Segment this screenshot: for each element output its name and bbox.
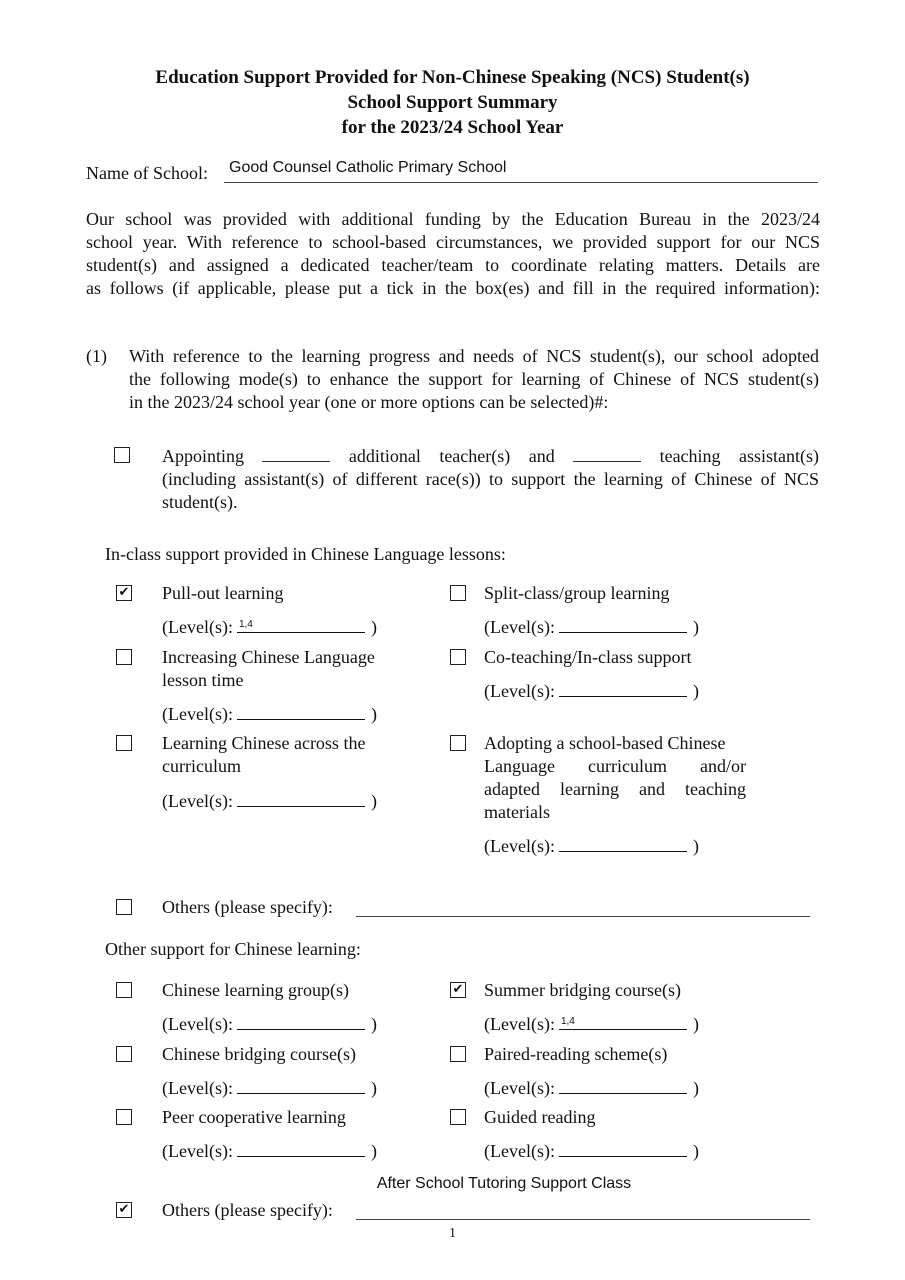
- across-curriculum-checkbox[interactable]: [116, 735, 132, 751]
- appointing-word: teacher(s): [439, 446, 511, 466]
- lesson-time-level: [162, 701, 377, 726]
- additional-teachers-blank[interactable]: [262, 445, 330, 462]
- across-curriculum-label-1: Learning Chinese across the: [162, 733, 366, 753]
- coteaching-level: [484, 678, 699, 703]
- level-field[interactable]: [559, 1011, 687, 1030]
- title-line-1: Education Support Provided for Non-Chinese Speaking (NCS) Student(s): [155, 67, 750, 88]
- level-suffix: ): [692, 1014, 699, 1034]
- level-value: 1,4: [238, 619, 253, 630]
- level-prefix: (Level(s):: [484, 617, 555, 637]
- school-name-underline: [224, 182, 818, 183]
- level-field[interactable]: [237, 1011, 365, 1030]
- level-prefix: (Level(s):: [162, 617, 233, 637]
- appointing-checkbox[interactable]: [114, 447, 130, 463]
- level-suffix: ): [370, 1014, 377, 1034]
- appointing-line-3: student(s).: [162, 492, 238, 512]
- across-curriculum-label-2: curriculum: [162, 756, 241, 776]
- title-line-2: School Support Summary: [347, 92, 558, 113]
- level-prefix: (Level(s):: [484, 1078, 555, 1098]
- other-support-heading: Other support for Chinese learning:: [105, 939, 361, 959]
- level-prefix: (Level(s):: [484, 836, 555, 856]
- inclass-others-checkbox[interactable]: [116, 899, 132, 915]
- coteaching-label: Co-teaching/In-class support: [484, 647, 692, 667]
- paired-reading-level: [484, 1075, 699, 1100]
- chinese-bridging-checkbox[interactable]: [116, 1046, 132, 1062]
- level-suffix: ): [370, 791, 377, 811]
- other-support-others-underline: [356, 1219, 810, 1220]
- splitclass-level: [484, 614, 699, 639]
- other-support-others-label: Others (please specify):: [162, 1200, 333, 1220]
- level-field[interactable]: [559, 1075, 687, 1094]
- splitclass-checkbox[interactable]: [450, 585, 466, 601]
- school-curriculum-label-2: Language curriculum and/or: [484, 756, 746, 776]
- level-field[interactable]: [559, 678, 687, 697]
- pullout-label: Pull-out learning: [162, 583, 284, 603]
- level-prefix: (Level(s):: [162, 1141, 233, 1161]
- splitclass-label: Split-class/group learning: [484, 583, 670, 603]
- appointing-word: and: [528, 446, 555, 466]
- question-number: (1): [86, 346, 107, 366]
- learning-group-checkbox[interactable]: [116, 982, 132, 998]
- level-prefix: (Level(s):: [162, 1014, 233, 1034]
- inclass-others-label: Others (please specify):: [162, 897, 333, 917]
- level-prefix: (Level(s):: [484, 1014, 555, 1034]
- paired-reading-checkbox[interactable]: [450, 1046, 466, 1062]
- lesson-time-label-2: lesson time: [162, 670, 244, 690]
- school-curriculum-checkbox[interactable]: [450, 735, 466, 751]
- intro-line-3: student(s) and assigned a dedicated teacher/team to coordinate relating matters. Details are: [86, 255, 820, 275]
- other-support-others-value[interactable]: After School Tutoring Support Class: [376, 1175, 632, 1192]
- level-field[interactable]: [237, 1138, 365, 1157]
- learning-group-level: [162, 1011, 377, 1036]
- peer-cooperative-label: Peer cooperative learning: [162, 1107, 346, 1127]
- appointing-word: additional: [348, 446, 421, 466]
- coteaching-checkbox[interactable]: [450, 649, 466, 665]
- level-suffix: ): [370, 1078, 377, 1098]
- pullout-checkbox[interactable]: ✔: [116, 585, 132, 601]
- guided-reading-level: [484, 1138, 699, 1163]
- level-prefix: (Level(s):: [484, 1141, 555, 1161]
- level-suffix: ): [370, 617, 377, 637]
- paired-reading-label: Paired-reading scheme(s): [484, 1044, 668, 1064]
- pullout-level: [162, 614, 377, 639]
- chinese-bridging-label: Chinese bridging course(s): [162, 1044, 356, 1064]
- school-curriculum-label-1: Adopting a school-based Chinese: [484, 733, 726, 753]
- lesson-time-checkbox[interactable]: [116, 649, 132, 665]
- chinese-bridging-level: [162, 1075, 377, 1100]
- level-field[interactable]: [237, 788, 365, 807]
- intro-line-4: as follows (if applicable, please put a tick in the box(es) and fill in the required information):: [86, 278, 820, 298]
- appointing-line-2: (including assistant(s) of different race(s)) to support the learning of Chinese of NCS: [162, 469, 819, 489]
- level-prefix: (Level(s):: [162, 704, 233, 724]
- summer-bridging-label: Summer bridging course(s): [484, 980, 681, 1000]
- page-number: 1: [449, 1226, 456, 1241]
- level-prefix: (Level(s):: [162, 791, 233, 811]
- level-field[interactable]: [559, 1138, 687, 1157]
- inclass-heading: In-class support provided in Chinese Language lessons:: [105, 544, 506, 564]
- level-suffix: ): [692, 836, 699, 856]
- level-suffix: ): [692, 681, 699, 701]
- appointing-word: Appointing: [162, 446, 245, 466]
- appointing-word: teaching: [659, 446, 721, 466]
- level-prefix: (Level(s):: [162, 1078, 233, 1098]
- intro-line-2: school year. With reference to school-based circumstances, we provided support for our NCS: [86, 232, 820, 252]
- school-name-value[interactable]: Good Counsel Catholic Primary School: [229, 159, 507, 176]
- teaching-assistants-blank[interactable]: [573, 445, 641, 462]
- level-field[interactable]: [237, 614, 365, 633]
- question-line-2: the following mode(s) to enhance the support for learning of Chinese of NCS student(s): [129, 369, 819, 389]
- level-field[interactable]: [559, 614, 687, 633]
- level-suffix: ): [692, 617, 699, 637]
- level-value: 1,4: [560, 1016, 575, 1027]
- title-line-3: for the 2023/24 School Year: [341, 117, 564, 138]
- intro-line-1: Our school was provided with additional funding by the Education Bureau in the 2023/24: [86, 209, 820, 229]
- level-prefix: (Level(s):: [484, 681, 555, 701]
- level-suffix: ): [370, 1141, 377, 1161]
- school-curriculum-label-3: adapted learning and teaching: [484, 779, 746, 799]
- level-field[interactable]: [237, 1075, 365, 1094]
- level-suffix: ): [370, 704, 377, 724]
- question-line-1: With reference to the learning progress and needs of NCS student(s), our school adopted: [129, 346, 819, 366]
- level-suffix: ): [692, 1141, 699, 1161]
- peer-cooperative-level: [162, 1138, 377, 1163]
- peer-cooperative-checkbox[interactable]: [116, 1109, 132, 1125]
- level-suffix: ): [692, 1078, 699, 1098]
- summer-bridging-checkbox[interactable]: ✔: [450, 982, 466, 998]
- across-curriculum-level: [162, 788, 377, 813]
- school-curriculum-level: [484, 833, 699, 858]
- other-support-others-checkbox[interactable]: ✔: [116, 1202, 132, 1218]
- summer-bridging-level: [484, 1011, 699, 1036]
- guided-reading-label: Guided reading: [484, 1107, 596, 1127]
- inclass-others-underline: [356, 916, 810, 917]
- level-field[interactable]: [559, 833, 687, 852]
- school-curriculum-label-4: materials: [484, 802, 550, 822]
- school-name-label: Name of School:: [86, 163, 208, 183]
- question-line-3: in the 2023/24 school year (one or more options can be selected)#:: [129, 392, 609, 412]
- learning-group-label: Chinese learning group(s): [162, 980, 349, 1000]
- appointing-word: assistant(s): [739, 446, 819, 466]
- level-field[interactable]: [237, 701, 365, 720]
- lesson-time-label-1: Increasing Chinese Language: [162, 647, 375, 667]
- guided-reading-checkbox[interactable]: [450, 1109, 466, 1125]
- appointing-line-1: [162, 445, 819, 468]
